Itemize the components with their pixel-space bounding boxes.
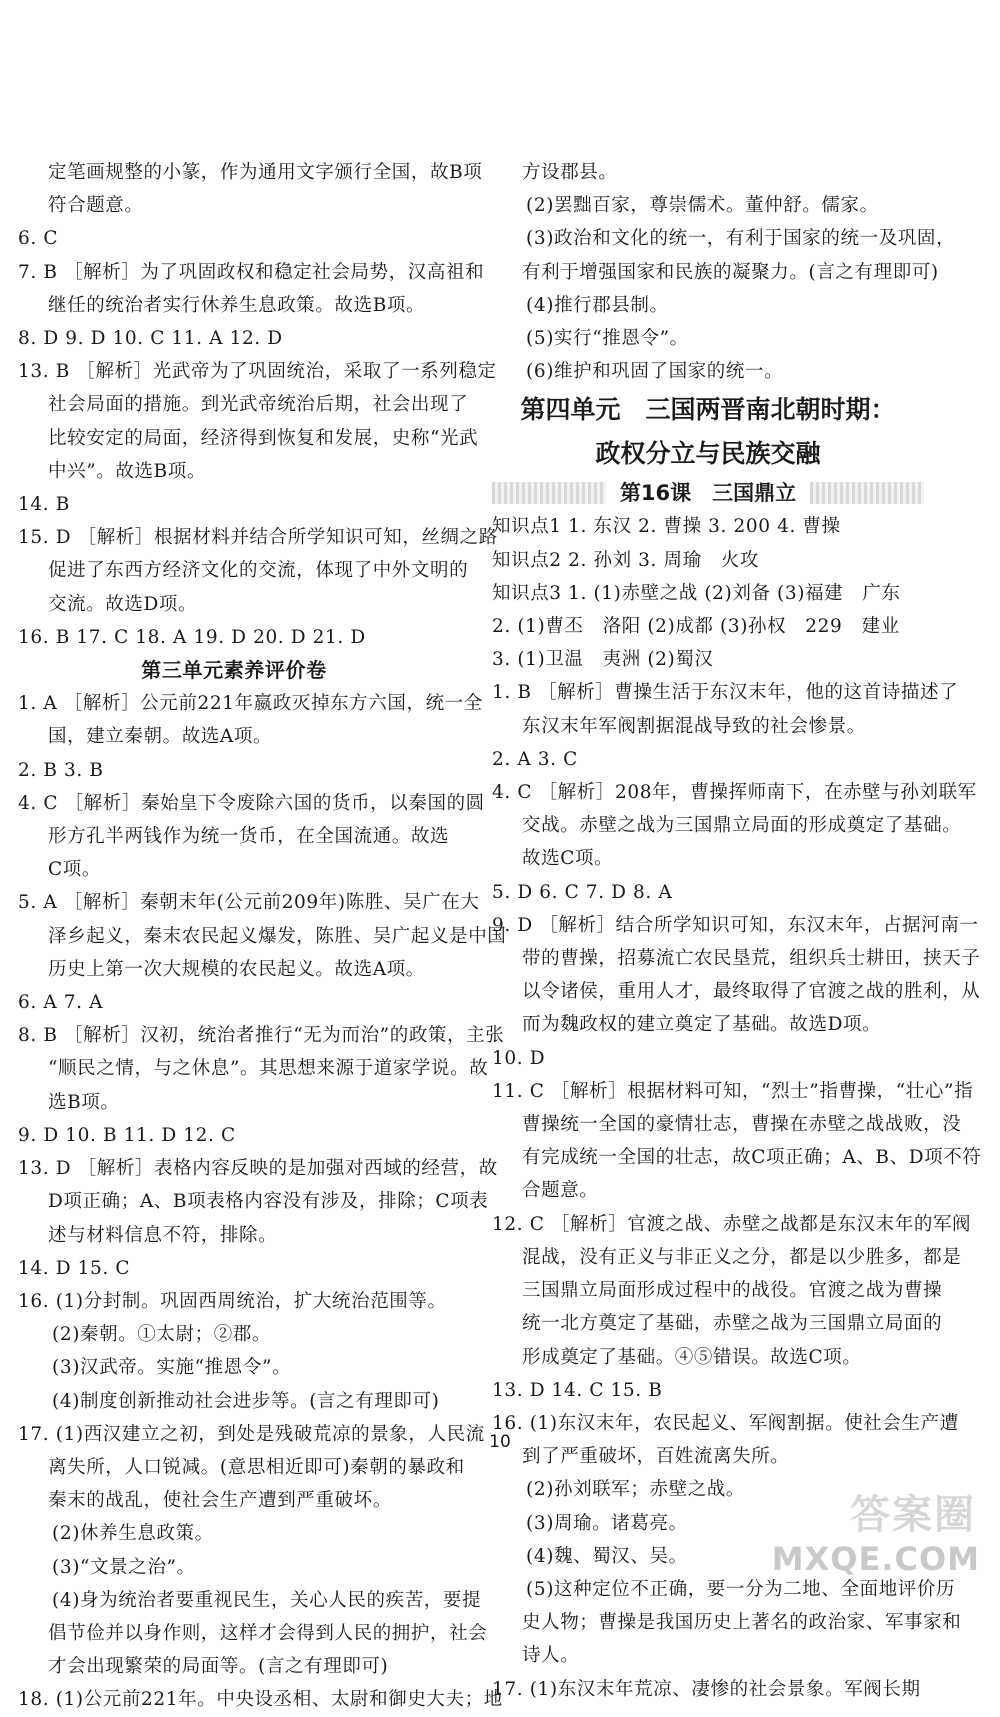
answer-line: 8. B ［解析］汉初，统治者推行“无为而治”的政策，主张	[18, 1025, 505, 1047]
answer-line: 15. D ［解析］根据材料并结合所学知识可知，丝绸之路	[18, 527, 498, 549]
answer-line: 2. B 3. B	[18, 759, 104, 781]
answer-line: 18. (1)公元前221年。中央设丞相、太尉和御史大夫；地	[18, 1689, 503, 1711]
answer-line: 故选C项。	[522, 848, 614, 870]
answer-line: (2)罢黜百家，尊崇儒术。董仲舒。儒家。	[526, 195, 879, 217]
answer-line: 符合题意。	[48, 195, 144, 217]
answer-line: “顺民之情，与之休息”。其思想来源于道家学说。故	[48, 1058, 489, 1080]
answer-line: 混战，没有正义与非正义之分，都是以少胜多，都是	[522, 1246, 962, 1268]
answer-line: 促进了东西方经济文化的交流，体现了中外文明的	[48, 560, 469, 582]
answer-line: 才会出现繁荣的局面等。(言之有理即可)	[48, 1656, 389, 1678]
answer-line: (4)魏、蜀汉、吴。	[526, 1545, 688, 1567]
answer-line: 述与材料信息不符，排除。	[48, 1224, 278, 1246]
answer-line: 秦末的战乱，使社会生产遭到严重破坏。	[48, 1490, 392, 1512]
answer-line: 合题意。	[522, 1180, 599, 1202]
answer-line: 定笔画规整的小篆，作为通用文字颁行全国，故B项	[48, 162, 483, 183]
answer-line: 历史上第一次大规模的农民起义。故选A项。	[48, 958, 425, 980]
answer-line: 中兴”。故选B项。	[48, 460, 206, 482]
answer-line: 形方孔半两钱作为统一货币，在全国流通。故选	[48, 826, 450, 848]
answer-line: 离失所，人口锐减。(意思相近即可)秦朝的暴政和	[48, 1456, 465, 1478]
answer-line: 到了严重破坏，百姓流离失所。	[522, 1446, 790, 1468]
answer-line: 有完成统一全国的壮志，故C项正确；A、B、D项不符	[522, 1147, 982, 1169]
answer-line: 有利于增强国家和民族的凝聚力。(言之有理即可)	[522, 261, 939, 283]
page-number: 10	[489, 1432, 511, 1452]
answer-line: 1. B ［解析］曹操生活于东汉末年，他的这首诗描述了	[492, 682, 959, 704]
answer-line: 东汉末年军阀割据混战导致的社会惨景。	[522, 715, 866, 737]
unit-title-line1: 第四单元 三国两晋南北朝时期：	[520, 395, 896, 425]
answer-line: 方设郡县。	[522, 162, 618, 183]
answer-line: 带的曹操，招募流亡农民垦荒，组织兵士耕田，挟天子	[522, 948, 981, 970]
answer-line: 14. D 15. C	[18, 1257, 131, 1279]
answer-line: 6. C	[18, 228, 59, 250]
answer-line: 国，建立秦朝。故选A项。	[48, 726, 273, 748]
answer-line: 知识点3 1. (1)赤壁之战 (2)刘备 (3)福建 广东	[492, 582, 901, 604]
answer-line: 4. C ［解析］秦始皇下令废除六国的货币，以秦国的圆	[18, 792, 485, 814]
answer-line: 14. B	[18, 494, 70, 516]
answer-line: 11. C ［解析］根据材料可知，“烈士”指曹操，“壮心”指	[492, 1080, 974, 1102]
answer-line: 史人物；曹操是我国历史上著名的政治家、军事家和	[522, 1612, 962, 1634]
answer-line: 13. D ［解析］表格内容反映的是加强对西域的经营，故	[18, 1158, 498, 1180]
answer-line: (3)周瑜。诸葛亮。	[526, 1512, 688, 1534]
answer-line: (6)维护和巩固了国家的统一。	[526, 361, 784, 383]
answer-line: 9. D ［解析］结合所学知识可知，东汉末年，占据河南一	[492, 914, 979, 936]
answer-line: (2)秦朝。①太尉；②郡。	[52, 1324, 272, 1346]
lesson-title: 第16课 三国鼎立	[606, 476, 810, 510]
answer-line: 而为魏政权的建立奠定了基础。故选D项。	[522, 1014, 882, 1036]
answer-line: (3)政治和文化的统一，有利于国家的统一及巩固，	[526, 228, 956, 250]
answer-line: D项正确；A、B项表格内容没有涉及，排除；C项表	[48, 1191, 489, 1213]
answer-line: 16. (1)分封制。巩固西周统治，扩大统治范围等。	[18, 1290, 447, 1312]
answer-line: 2. (1)曹丕 洛阳 (2)成都 (3)孙权 229 建业	[492, 616, 900, 638]
answer-line: 社会局面的措施。到光武帝统治后期，社会出现了	[48, 394, 469, 416]
answer-line: 16. (1)东汉末年，农民起义、军阀割据。使社会生产遭	[492, 1412, 959, 1434]
answer-line: (2)孙刘联军；赤壁之战。	[526, 1479, 746, 1501]
answer-line: 曹操统一全国的豪情壮志，曹操在赤壁之战战败，没	[522, 1114, 962, 1136]
answer-line: 以令诸侯，重用人才，最终取得了官渡之战的胜利，从	[522, 981, 981, 1003]
answer-line: 交流。故选D项。	[48, 593, 198, 615]
answer-line: 倡节俭并以身作则，这样才会得到人民的拥护，社会	[48, 1622, 488, 1644]
answer-line: 1. A ［解析］公元前221年嬴政灭掉东方六国，统一全	[18, 693, 483, 715]
left-column	[18, 156, 507, 1717]
answer-line: 9. D 10. B 11. D 12. C	[18, 1124, 236, 1146]
watermark-logo: 答案圈	[850, 1492, 976, 1538]
answer-line: (4)身为统治者要重视民生，关心人民的疾苦，要提	[52, 1589, 482, 1611]
section-title: 第三单元素养评价卷	[141, 658, 327, 683]
answer-line: 统一北方奠定了基础，赤壁之战为三国鼎立局面的	[522, 1313, 943, 1335]
answer-line: (5)实行“推恩令”。	[526, 328, 689, 350]
answer-line: (3)汉武帝。实施“推恩令”。	[52, 1357, 292, 1379]
answer-line: 5. D 6. C 7. D 8. A	[492, 881, 673, 903]
unit-title-line2: 政权分立与民族交融	[595, 439, 821, 469]
answer-line: 选B项。	[48, 1091, 120, 1113]
answer-line: 8. D 9. D 10. C 11. A 12. D	[18, 328, 283, 350]
answer-line: 12. C ［解析］官渡之战、赤壁之战都是东汉末年的军阀	[492, 1213, 972, 1235]
answer-line: 17. (1)西汉建立之初，到处是残破荒凉的景象，人民流	[18, 1423, 485, 1445]
watermark	[771, 1492, 994, 1592]
answer-line: C项。	[48, 859, 101, 881]
answer-line: 泽乡起义，秦末农民起义爆发，陈胜、吴广起义是中国	[48, 925, 507, 947]
answer-line: 形成奠定了基础。④⑤错误。故选C项。	[522, 1346, 862, 1368]
answer-line: 7. B ［解析］为了巩固政权和稳定社会局势，汉高祖和	[18, 261, 485, 283]
answer-line: 交战。赤壁之战为三国鼎立局面的形成奠定了基础。	[522, 815, 962, 837]
answers-unit3-continued	[492, 156, 956, 388]
answer-line: 5. A ［解析］秦朝末年(公元前209年)陈胜、吴广在大	[18, 892, 480, 914]
answer-line: 16. B 17. C 18. A 19. D 20. D 21. D	[18, 626, 366, 648]
answer-line: 知识点1 1. 东汉 2. 曹操 3. 200 4. 曹操	[492, 516, 841, 538]
answer-line: 诗人。	[522, 1645, 580, 1667]
answer-line: 10. D	[492, 1047, 546, 1069]
lesson-heading	[492, 476, 924, 510]
answer-line: 继任的统治者实行休养生息政策。故选B项。	[48, 294, 426, 316]
answer-line: (2)休养生息政策。	[52, 1523, 214, 1545]
answer-line: (5)这种定位不正确，要一分为二地、全面地评价历	[526, 1578, 956, 1600]
answer-line: 比较安定的局面，经济得到恢复和发展，史称“光武	[48, 427, 479, 449]
answer-line: 13. D 14. C 15. B	[492, 1379, 663, 1401]
answer-line: 2. A 3. C	[492, 748, 578, 770]
answer-line: 3. (1)卫温 夷洲 (2)蜀汉	[492, 649, 714, 671]
answer-line: 6. A 7. A	[18, 992, 104, 1014]
answer-line: 知识点2 2. 孙刘 3. 周瑜 火攻	[492, 549, 759, 571]
watermark-url: MXQE.COM	[771, 1540, 980, 1578]
answer-line: 4. C ［解析］208年，曹操挥师南下，在赤壁与孙刘联军	[492, 782, 977, 804]
answer-line: 17. (1)东汉末年荒凉、凄惨的社会景象。军阀长期	[492, 1678, 921, 1700]
right-column	[492, 156, 982, 1706]
answer-line: 13. B ［解析］光武帝为了巩固统治，采取了一系列稳定	[18, 361, 497, 383]
answer-line: (4)推行郡县制。	[526, 294, 669, 316]
answer-line: (4)制度创新推动社会进步等。(言之有理即可)	[52, 1390, 440, 1412]
answer-line: 三国鼎立局面形成过程中的战役。官渡之战为曹操	[522, 1280, 943, 1302]
answer-line: (3)“文景之治”。	[52, 1556, 196, 1578]
